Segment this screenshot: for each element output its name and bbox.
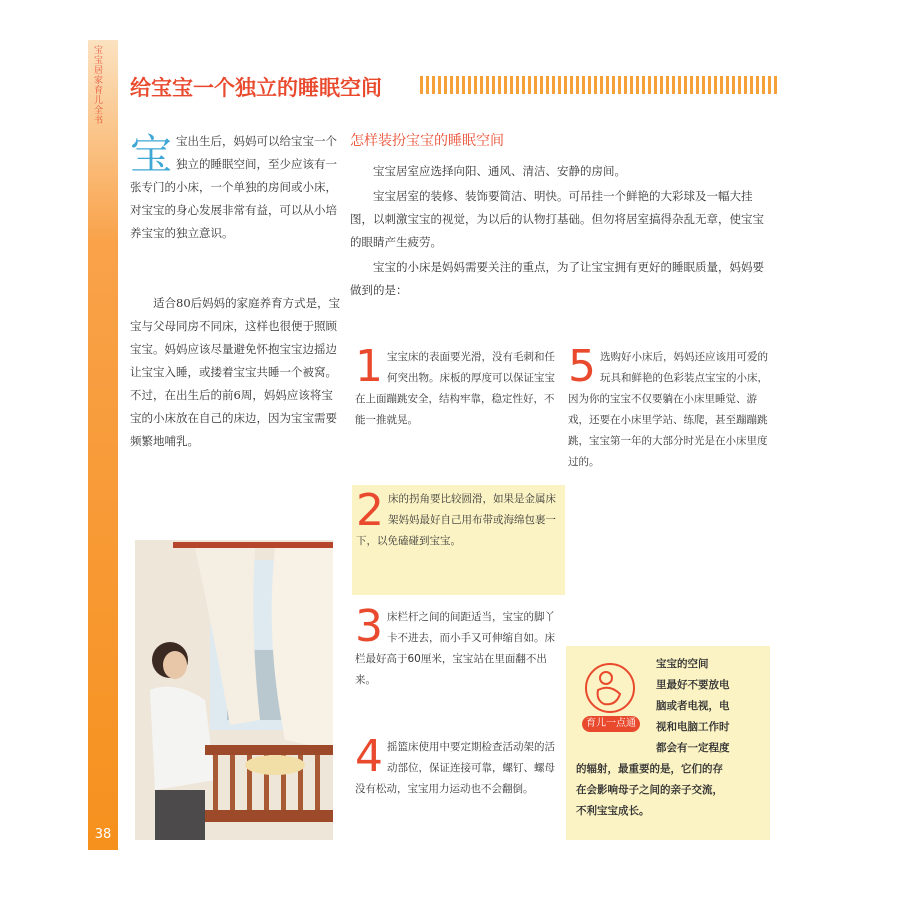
tip-text: 摇篮床使用中要定期检查活动架的活动部位，保证连接可靠，螺钉、螺母没有松动，宝宝用力运动也不会翻倒。: [355, 741, 555, 795]
tip-item-2: [352, 485, 565, 595]
tip-number: 5: [568, 341, 596, 392]
tip-line: 都会有一定程度: [656, 742, 730, 754]
title-decoration: [420, 76, 780, 94]
section-paragraph: 宝宝居室应选择向阳、通风、清洁、安静的房间。: [373, 164, 626, 178]
section-text: [350, 160, 775, 304]
spine-label: 宝宝居家育儿全书: [94, 46, 104, 126]
tip-line: 视和电脑工作时: [656, 721, 730, 733]
tip-label: 育儿一点通: [582, 716, 640, 732]
section-paragraph: 宝宝居室的装修、装饰要简洁、明快。可吊挂一个鲜艳的大彩球及一幅大挂图，以刺激宝宝的视觉，为以后的认物打基础。但勿将居室搞得杂乱无章，使宝宝的眼睛产生疲劳。: [350, 189, 764, 249]
tip-box-text: [576, 654, 766, 822]
tip-text: 宝宝床的表面要光滑，没有毛刺和任何突出物。床板的厚度可以保证宝宝在上面蹦跳安全，结构牢靠，稳定性好，不能一推就晃。: [355, 351, 555, 426]
tip-line: 脑或者电视，电: [656, 700, 730, 712]
tip-number: 2: [356, 485, 384, 536]
tip-line: 里最好不要放电: [656, 679, 730, 691]
tip-item-5: [568, 341, 773, 473]
tip-line: 不利宝宝成长。: [576, 805, 650, 817]
tip-line: 宝宝的空间: [656, 658, 709, 670]
section-subtitle: 怎样装扮宝宝的睡眠空间: [350, 133, 504, 149]
mother-crib-photo: [135, 540, 333, 840]
tip-item-3: [355, 601, 555, 691]
parenting-tip-box: [566, 646, 770, 840]
second-paragraph: 适合80后妈妈的家庭养育方式是，宝宝与父母同房不同床，这样也很便于照顾宝宝。妈妈应该尽量避免怀抱宝宝边摇边让宝宝入睡，或搂着宝宝共睡一个被窝。不过，在出生后的前6周，妈妈应该将宝宝的小床放在自己的床边，因为宝宝需要频繁地哺乳。: [130, 296, 341, 448]
side-spine: [88, 40, 118, 850]
tip-number: 3: [355, 601, 383, 652]
page-title: 给宝宝一个独立的睡眠空间: [130, 76, 382, 100]
photo-illustration: [135, 540, 333, 840]
tip-line: 的辐射，最重要的是，它们的存: [576, 763, 723, 775]
page-number: 38: [88, 825, 118, 845]
dropcap: 宝: [130, 130, 173, 179]
intro-text: 宝出生后，妈妈可以给宝宝一个独立的睡眠空间，至少应该有一张专门的小床，一个单独的房间或小床，对宝宝的身心发展非常有益，可以从小培养宝宝的独立意识。: [130, 134, 338, 240]
tip-item-1: [355, 341, 555, 470]
tip-number: 4: [355, 731, 383, 782]
section-paragraph: 宝宝的小床是妈妈需要关注的重点，为了让宝宝拥有更好的睡眠质量，妈妈要做到的是：: [350, 260, 764, 297]
tip-item-4: [355, 731, 555, 800]
tip-text: 床栏杆之间的间距适当，宝宝的脚丫卡不进去，而小手又可伸缩自如。床栏最好高于60厘米，宝宝站在里面翻不出来。: [355, 611, 555, 686]
tip-number: 1: [355, 341, 383, 392]
tip-text: 床的拐角要比较圆滑，如果是金属床架妈妈最好自己用布带或海绵包裹一下，以免磕碰到宝宝。: [356, 493, 556, 547]
tip-text: 选购好小床后，妈妈还应该用可爱的玩具和鲜艳的色彩装点宝宝的小床，因为你的宝宝不仅要躺在小床里睡觉、游戏，还要在小床里学站、练爬，甚至蹦蹦跳跳，宝宝第一年的大部分时光是在小床里度过的。: [568, 351, 768, 468]
spine-bar: [88, 40, 118, 850]
intro-paragraph: [130, 130, 340, 245]
tip-line: 在会影响母子之间的亲子交流，: [576, 784, 723, 796]
